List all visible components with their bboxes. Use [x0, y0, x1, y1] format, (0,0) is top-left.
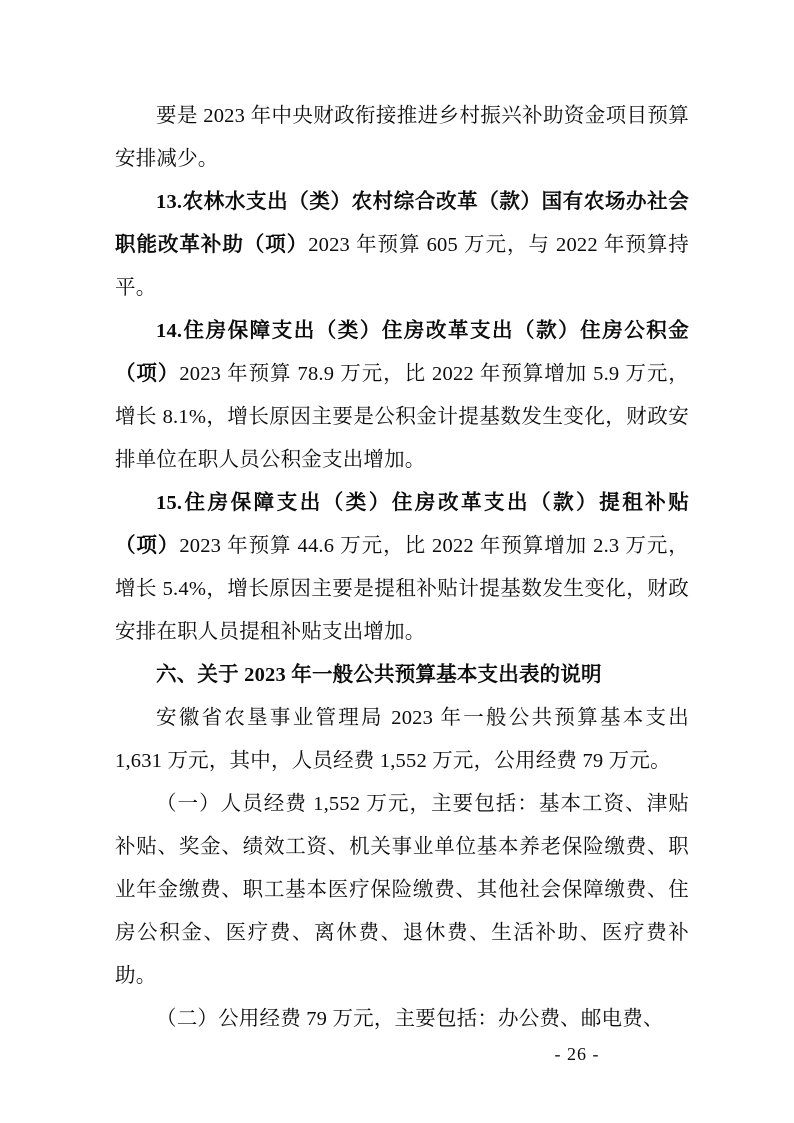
- paragraph-item-13: [115, 181, 689, 310]
- item-15-text: 2023 年预算 44.6 万元，比 2022 年预算增加 2.3 万元，增长 5.4%，增长原因主要是提租补贴计提基数发生变化，财政安排在职人员提租补贴支出增加。: [115, 535, 689, 643]
- item-15-bold-lead: 15.住房保障支出（类）住房改革支出（款）提租补贴（项）: [115, 492, 689, 557]
- paragraph-item-15: [115, 482, 689, 654]
- section-six-heading: 六、关于 2023 年一般公共预算基本支出表的说明: [156, 664, 602, 686]
- page-number: - 26 -: [554, 1044, 600, 1064]
- item-14-text: 2023 年预算 78.9 万元，比 2022 年预算增加 5.9 万元，增长 8.1%，增长原因主要是公积金计提基数发生变化，财政安排单位在职人员公积金支出增加。: [115, 363, 689, 471]
- section-six-intro: 安徽省农垦事业管理局 2023 年一般公共预算基本支出 1,631 万元，其中，人员经费 1,552 万元，公用经费 79 万元。: [115, 707, 689, 772]
- subsection-two-public-expenses: （二）公用经费 79 万元，主要包括：办公费、邮电费、: [156, 1008, 664, 1030]
- item-13-text: 2023 年预算 605 万元，与 2022 年预算持平。: [115, 234, 689, 299]
- document-body: [115, 95, 689, 1041]
- item-14-bold-lead: 14.住房保障支出（类）住房改革支出（款）住房公积金（项）: [115, 320, 689, 385]
- paragraph-item-14: [115, 310, 689, 482]
- item-13-bold-lead: 13.农林水支出（类）农村综合改革（款）国有农场办社会职能改革补助（项）: [115, 191, 689, 256]
- paragraph-continuation: 要是 2023 年中央财政衔接推进乡村振兴补助资金项目预算安排减少。: [115, 105, 689, 170]
- subsection-one-personnel-expenses: （一）人员经费 1,552 万元，主要包括：基本工资、津贴补贴、奖金、绩效工资、机关事业单位基本养老保险缴费、职业年金缴费、职工基本医疗保险缴费、其他社会保障缴费、住房公积金、医疗费、离休费、退休费、生活补助、医疗费补助。: [115, 793, 689, 987]
